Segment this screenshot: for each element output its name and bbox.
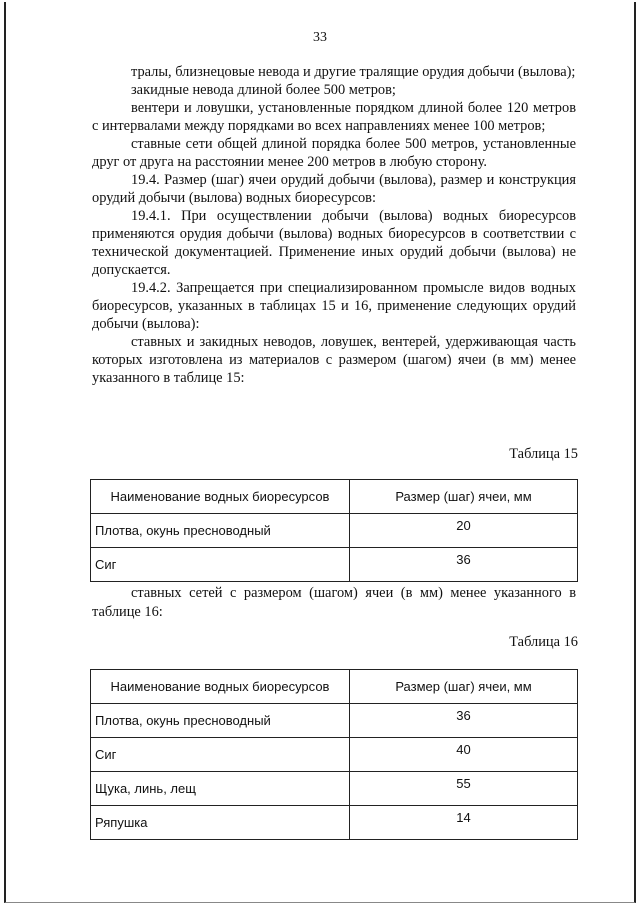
paragraph: 19.4.1. При осуществлении добычи (вылова) водных биоресурсов применяются орудия добычи (вылова) водных биоресурсов в соответствии с технической документацией. Применение иных орудий добычи (вылова) не допускается. xyxy=(92,208,576,278)
table-15 xyxy=(90,479,578,582)
body-text-2 xyxy=(92,584,576,622)
column-header: Наименование водных биоресурсов xyxy=(91,480,350,514)
table-row xyxy=(91,738,578,772)
page-number: 33 xyxy=(313,30,327,45)
mesh-size: 36 xyxy=(350,548,578,582)
table15-caption: Таблица 15 xyxy=(509,446,578,462)
paragraph: ставные сети общей длиной порядка более 500 метров, установленные друг от друга на расстоянии менее 200 метров в любую сторону. xyxy=(92,136,576,170)
species-name: Сиг xyxy=(91,738,350,772)
column-header: Размер (шаг) ячеи, мм xyxy=(350,670,578,704)
mesh-size: 40 xyxy=(350,738,578,772)
paragraph: вентери и ловушки, установленные порядком длиной более 120 метров с интервалами между порядками во всех направлениях менее 100 метров; xyxy=(92,100,576,134)
table-row xyxy=(91,806,578,840)
paragraph: 19.4.2. Запрещается при специализированном промысле видов водных биоресурсов, указанных в таблицах 15 и 16, применение следующих орудий добычи (вылова): xyxy=(92,280,576,332)
mesh-size: 36 xyxy=(350,704,578,738)
table16-caption: Таблица 16 xyxy=(509,634,578,650)
mesh-size: 20 xyxy=(350,514,578,548)
paragraph: тралы, близнецовые невода и другие тралящие орудия добычи (вылова); xyxy=(131,64,576,80)
paragraph: закидные невода длиной более 500 метров; xyxy=(131,82,396,98)
table-header-row xyxy=(91,670,578,704)
species-name: Щука, линь, лещ xyxy=(91,772,350,806)
species-name: Ряпушка xyxy=(91,806,350,840)
body-text xyxy=(92,63,576,387)
column-header: Размер (шаг) ячеи, мм xyxy=(350,480,578,514)
table-16 xyxy=(90,669,578,840)
table-header-row xyxy=(91,480,578,514)
table-row xyxy=(91,704,578,738)
species-name: Плотва, окунь пресноводный xyxy=(91,514,350,548)
table-row xyxy=(91,772,578,806)
table-row xyxy=(91,514,578,548)
paragraph: ставных и закидных неводов, ловушек, вентерей, удерживающая часть которых изготовлена из материалов с размером (шагом) ячеи (в мм) менее указанного в таблице 15: xyxy=(92,334,576,386)
table-row xyxy=(91,548,578,582)
paragraph: 19.4. Размер (шаг) ячеи орудий добычи (вылова), размер и конструкция орудий добычи (вылова) водных биоресурсов: xyxy=(92,172,576,206)
mesh-size: 14 xyxy=(350,806,578,840)
paragraph: ставных сетей с размером (шагом) ячеи (в мм) менее указанного в таблице 16: xyxy=(92,585,576,620)
species-name: Сиг xyxy=(91,548,350,582)
mesh-size: 55 xyxy=(350,772,578,806)
column-header: Наименование водных биоресурсов xyxy=(91,670,350,704)
species-name: Плотва, окунь пресноводный xyxy=(91,704,350,738)
